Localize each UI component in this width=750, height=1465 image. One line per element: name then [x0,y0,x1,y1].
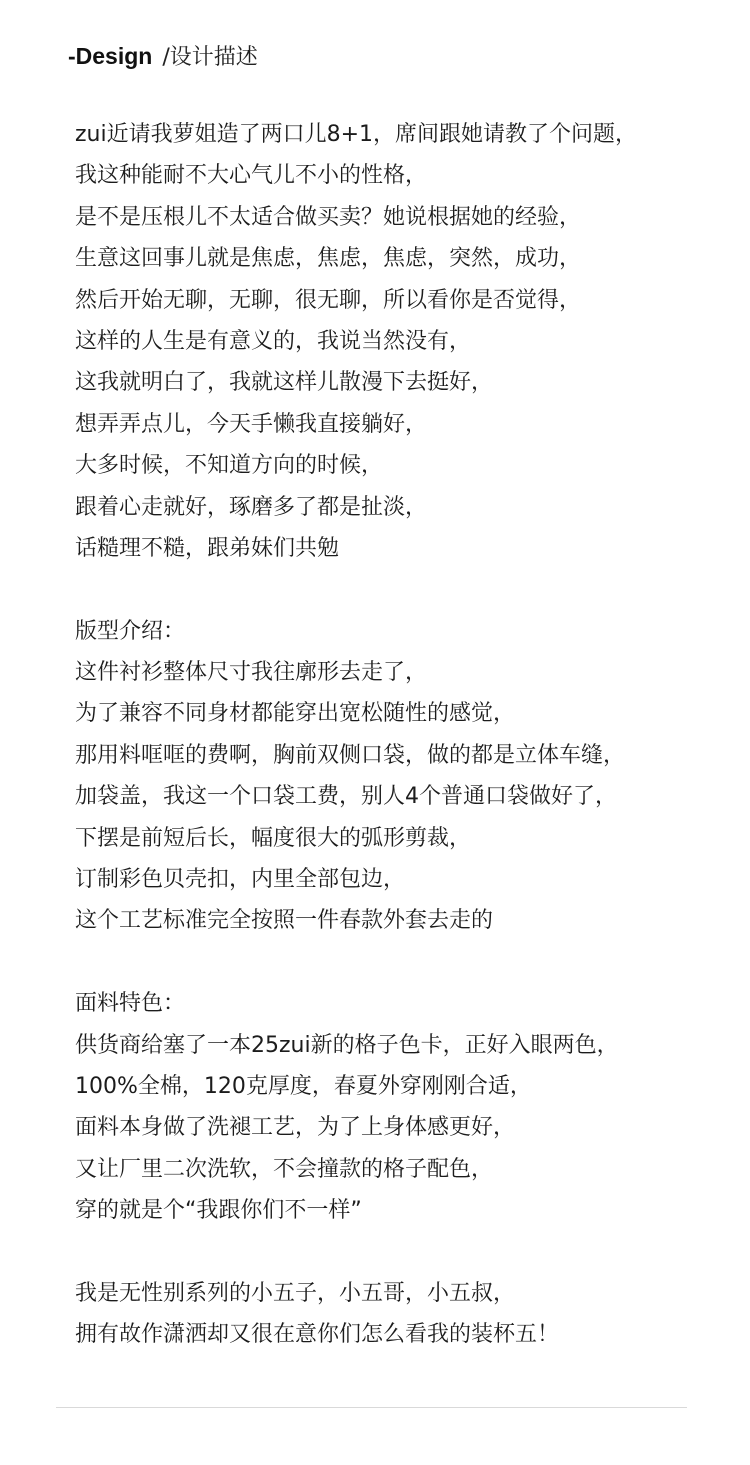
text-line: 想弄弄点儿，今天手懒我直接躺好， [75,411,428,437]
section-label-fabric: 面料特色： [75,991,186,1017]
section-header [68,40,258,76]
text-line: 我是无性别系列的小五子，小五哥，小五叔， [75,1280,516,1306]
text-line: 然后开始无聊，无聊，很无聊，所以看你是否觉得， [75,287,582,313]
text-line: 为了兼容不同身材都能穿出宽松随性的感觉， [75,701,516,727]
text-line: 加袋盖，我这一个口袋工费，别人4个普通口袋做好了， [75,784,617,810]
text-line: 又让厂里二次洗软，不会撞款的格子配色， [75,1156,494,1182]
paragraph-intro [75,114,715,569]
text-line: 是不是压根儿不太适合做买卖？她说根据她的经验， [75,204,582,230]
text-line: 生意这回事儿就是焦虑，焦虑，焦虑，突然，成功， [75,246,582,272]
text-line: 这件衬衫整体尺寸我往廓形去走了， [75,660,428,686]
paragraph-fit [75,611,715,942]
bottom-divider [56,1407,687,1408]
text-line: 这样的人生是有意义的，我说当然没有， [75,328,472,354]
text-line: 大多时候，不知道方向的时候， [75,453,384,479]
text-line: 100%全棉，120克厚度，春夏外穿刚刚合适， [75,1073,532,1099]
text-line: 穿的就是个“我跟你们不一样” [75,1198,362,1224]
text-line: 订制彩色贝壳扣，内里全部包边， [75,867,406,893]
text-line: 那用料哐哐的费啊，胸前双侧口袋，做的都是立体车缝， [75,742,626,768]
text-line: 下摆是前短后长，幅度很大的弧形剪裁， [75,825,472,851]
text-line: 跟着心走就好，琢磨多了都是扯淡， [75,494,428,520]
description-body [75,114,715,1356]
section-label-fit: 版型介绍： [75,618,186,644]
paragraph-fabric [75,983,715,1231]
text-line: 这个工艺标准完全按照一件春款外套去走的 [75,908,494,934]
text-line: 我这种能耐不大心气儿不小的性格， [75,163,428,189]
text-line: 供货商给塞了一本25zui新的格子色卡，正好入眼两色， [75,1032,619,1058]
text-line: zui近请我萝姐造了两口儿8+1，席间跟她请教了个问题， [75,122,638,147]
text-line: 这我就明白了，我就这样儿散漫下去挺好， [75,370,494,396]
header-title-en: -Design [68,43,153,69]
text-line: 拥有故作潇洒却又很在意你们怎么看我的装杯五！ [75,1322,560,1348]
paragraph-outro [75,1273,715,1356]
text-line: 话糙理不糙，跟弟妹们共勉 [75,535,340,561]
header-title-cn: /设计描述 [162,45,258,70]
text-line: 面料本身做了洗褪工艺，为了上身体感更好， [75,1115,516,1141]
